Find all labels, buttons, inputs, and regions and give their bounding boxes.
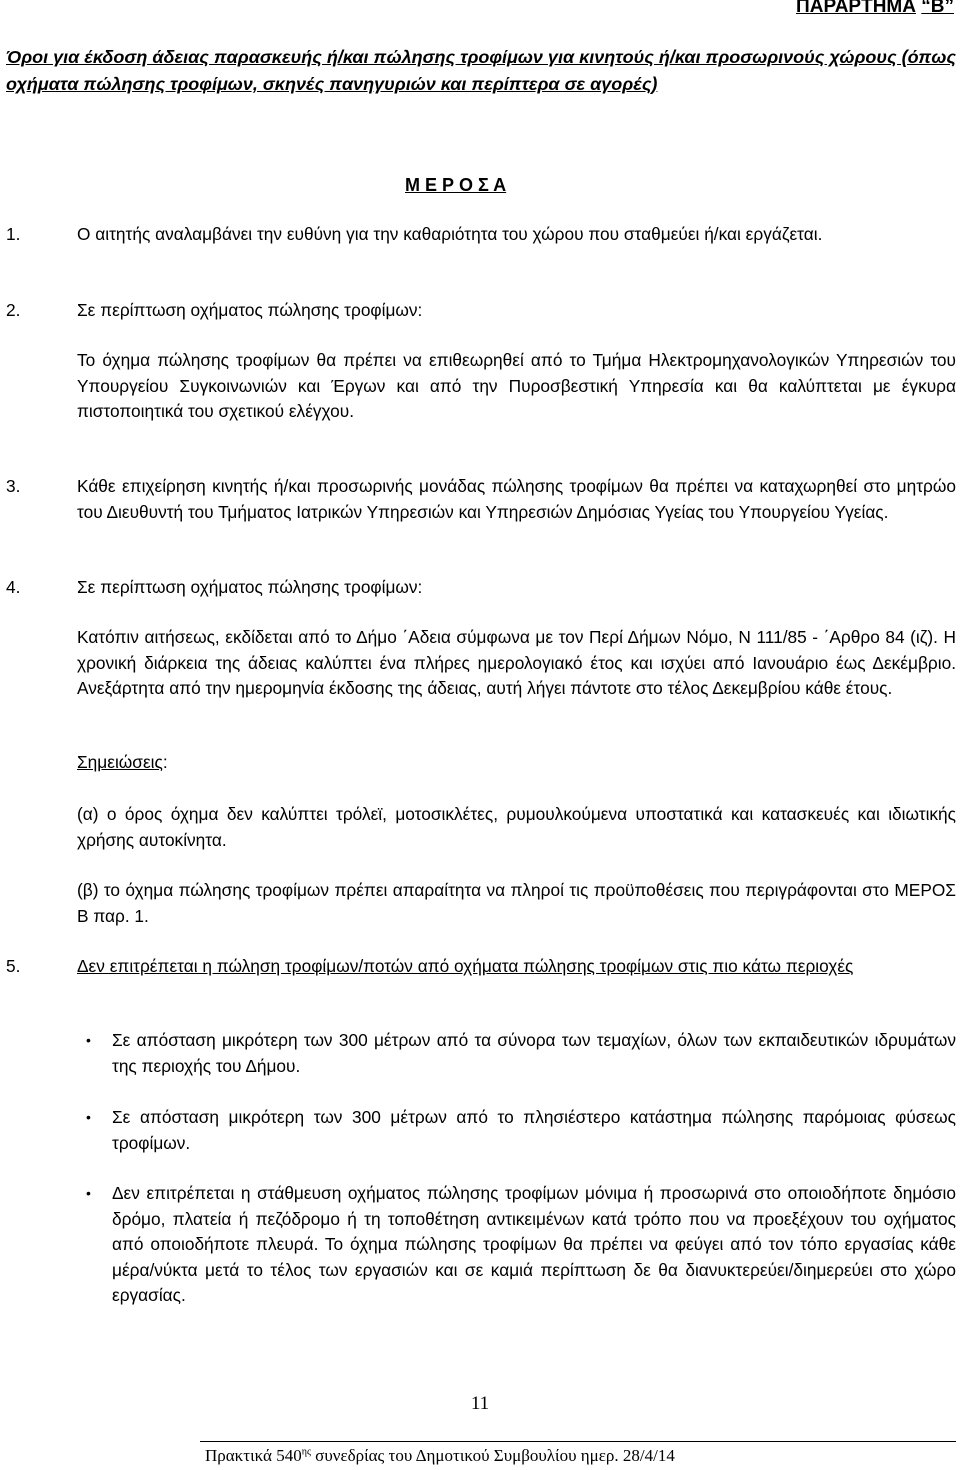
- bullet-icon: •: [86, 1109, 91, 1125]
- list-item-4: [6, 575, 956, 601]
- note-b: (β) το όχημα πώλησης τροφίμων πρέπει απαραίτητα να πληροί τις προϋποθέσεις που περιγράφονται στο ΜΕΡΟΣ Β παρ. 1.: [77, 880, 956, 926]
- bullet-icon: •: [86, 1032, 91, 1048]
- annex-prefix: ΠΑΡΑΡΤΗΜΑ: [796, 0, 916, 17]
- bullet-item-3: [6, 1181, 956, 1309]
- bullet-item-2: [6, 1105, 956, 1156]
- page-number: 11: [470, 1393, 490, 1414]
- notes-label: Σημειώσεις: [77, 752, 163, 772]
- list-item-3: [6, 474, 956, 525]
- item-text: Σε περίπτωση οχήματος πώλησης τροφίμων:: [77, 577, 423, 597]
- bullet-item-1: [6, 1028, 956, 1079]
- bullet-text: Σε απόσταση μικρότερη των 300 μέτρων από τα σύνορα των τεμαχίων, όλων των εκπαιδευτικών ιδρυμάτων της περιοχής του Δήμου.: [112, 1030, 956, 1076]
- item-number: 2.: [6, 300, 21, 320]
- document-heading: Όροι για έκδοση άδειας παρασκευής ή/και πώλησης τροφίμων για κινητούς ή/και προσωρινούς χώρους (όπως οχήματα πώλησης τροφίμων, σκηνές πανηγυριών και περίπτερα σε αγορές): [6, 47, 956, 94]
- annex-letter: “Β”: [921, 0, 954, 17]
- item-text: Δεν επιτρέπεται η πώληση τροφίμων/ποτών από οχήματα πώλησης τροφίμων στις πιο κάτω περιοχές: [77, 956, 854, 976]
- list-item-1: [6, 222, 956, 248]
- item-text: Σε περίπτωση οχήματος πώλησης τροφίμων:: [77, 300, 423, 320]
- item-2-paragraph: Το όχημα πώλησης τροφίμων θα πρέπει να επιθεωρηθεί από το Τμήμα Ηλεκτρομηχανολογικών Υπηρεσιών του Υπουργείου Συγκοινωνιών και Έργων και από την Πυροσβεστική Υπηρεσία και θα καλύπτεται με έγκυρα πιστοποιητικά του σχετικού ελέγχου.: [77, 350, 956, 421]
- item-number: 3.: [6, 476, 21, 496]
- item-number: 4.: [6, 577, 21, 597]
- note-a: (α) ο όρος όχημα δεν καλύπτει τρόλεϊ, μοτοσικλέτες, ρυμουλκούμενα υποστατικά και κατασκευές και ιδιωτικής χρήσης αυτοκίνητα.: [77, 804, 956, 850]
- bullet-icon: •: [86, 1185, 91, 1201]
- footer-divider: [200, 1441, 956, 1442]
- list-item-5: [6, 954, 956, 980]
- part-title: Μ Ε Ρ Ο Σ Α: [405, 175, 507, 195]
- item-number: 5.: [6, 956, 21, 976]
- item-number: 1.: [6, 224, 21, 244]
- bullet-text: Σε απόσταση μικρότερη των 300 μέτρων από το πλησιέστερο κατάστημα πώλησης παρόμοιας φύσεως τροφίμων.: [112, 1107, 956, 1153]
- item-text: Κάθε επιχείρηση κινητής ή/και προσωρινής μονάδας πώλησης τροφίμων θα πρέπει να καταχωρηθεί στο μητρώο του Διευθυντή του Τμήματος Ιατρικών Υπηρεσιών και Υπηρεσιών Δημόσιας Υγείας του Υπουργείου Υγείας.: [77, 476, 956, 522]
- notes-heading: [77, 750, 956, 776]
- bullet-text: Δεν επιτρέπεται η στάθμευση οχήματος πώλησης τροφίμων μόνιμα ή προσωρινά στο οποιοδήποτε δημόσιο δρόμο, πλατεία ή πεζόδρομο ή τη τοποθέτηση αντικειμένων κατά τρόπο που να προεξέχουν του οχήματος από οποιοδήποτε πλευρά. Το όχημα πώλησης τροφίμων θα πρέπει να φεύγει από τον τόπο εργασίας κάθε μέρα/νύκτα μετά το τέλος των εργασιών και σε καμιά περίπτωση δε θα διανυκτερεύει/διημερεύει στο χώρο εργασίας.: [112, 1183, 956, 1305]
- list-item-2: [6, 298, 956, 324]
- annex-label: [796, 0, 954, 18]
- item-4-paragraph: Κατόπιν αιτήσεως, εκδίδεται από το Δήμο ΄Αδεια σύμφωνα με τον Περί Δήμων Νόμο, Ν 111/85 - ΄Αρθρο 84 (ιζ). Η χρονική διάρκεια της άδειας καλύπτει ένα πλήρες ημερολογιακό έτος και ισχύει από Ιανουάριο έως Δεκέμβριο. Ανεξάρτητα από την ημερομηνία έκδοσης της άδειας, αυτή λήγει πάντοτε στο τέλος Δεκεμβρίου κάθε έτους.: [77, 627, 956, 698]
- footer-before: Πρακτικά 540: [205, 1446, 302, 1465]
- footer-text: [205, 1446, 675, 1466]
- footer-after: συνεδρίας του Δημοτικού Συμβουλίου ημερ. 28/4/14: [310, 1446, 675, 1465]
- footer-superscript: ης: [301, 1446, 311, 1458]
- notes-colon: :: [162, 752, 168, 772]
- item-text: Ο αιτητής αναλαμβάνει την ευθύνη για την καθαριότητα του χώρου που σταθμεύει ή/και εργάζεται.: [77, 224, 823, 244]
